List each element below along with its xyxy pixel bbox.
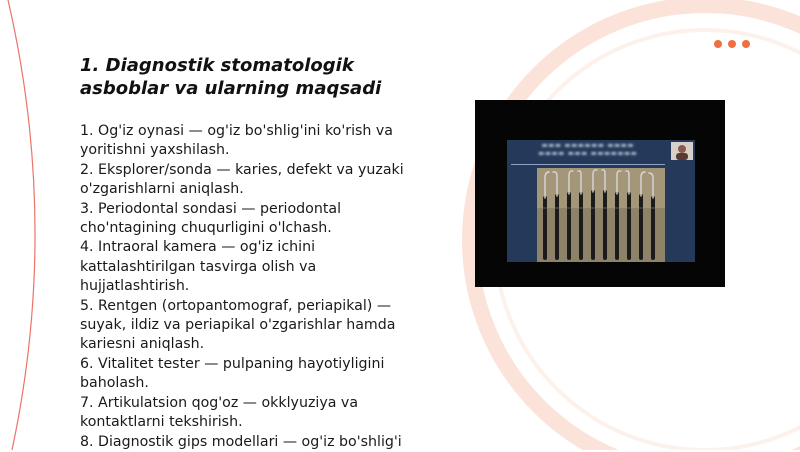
list-item: 6. Vitalitet tester — pulpaning hayotiyligini baholash. <box>80 355 385 392</box>
slide-title: 1. Diagnostik stomatologik asboblar va ularning maqsadi <box>80 55 382 99</box>
dot <box>714 40 722 48</box>
list-item: 5. Rentgen (ortopantomograf, periapikal) — suyak, ildiz va periapikal o'zgarishlar hamda kariesni aniqlash. <box>80 297 396 353</box>
dot <box>742 40 750 48</box>
list-item: 4. Intraoral kamera — og'iz ichini kattalashtirilgan tasvirga olish va hujjatlashtirish. <box>80 239 317 295</box>
three-dots-icon <box>714 40 750 48</box>
instrument-list <box>80 122 430 452</box>
photo-blurred-heading: ▬▬▬ ▬▬▬▬▬▬ ▬▬▬▬ ▬▬▬▬ ▬▬▬ ▬▬▬▬▬▬▬ <box>511 142 665 165</box>
list-item: 8. Diagnostik gips modellari — og'iz bo'shlig'i <box>80 433 402 450</box>
dot <box>728 40 736 48</box>
list-item: 2. Eksplorer/sonda — karies, defekt va yuzaki o'zgarishlarni aniqlash. <box>80 161 404 198</box>
list-item: 3. Periodontal sondasi — periodontal cho'ntagining chuqurligini o'lchash. <box>80 200 342 237</box>
photo-slide-screen <box>507 140 695 262</box>
list-item: 1. Og'iz oynasi — og'iz bo'shlig'ini ko'rish va yoritishni yaxshilash. <box>80 123 393 159</box>
person-icon <box>671 142 693 160</box>
dental-instruments-icon <box>537 168 665 262</box>
list-item: 7. Artikulatsion qog'oz — okklyuziya va kontaktlarni tekshirish. <box>80 394 359 431</box>
instrument-photo <box>475 100 725 287</box>
presenter-thumbnail <box>671 142 693 160</box>
left-red-line <box>8 0 35 450</box>
